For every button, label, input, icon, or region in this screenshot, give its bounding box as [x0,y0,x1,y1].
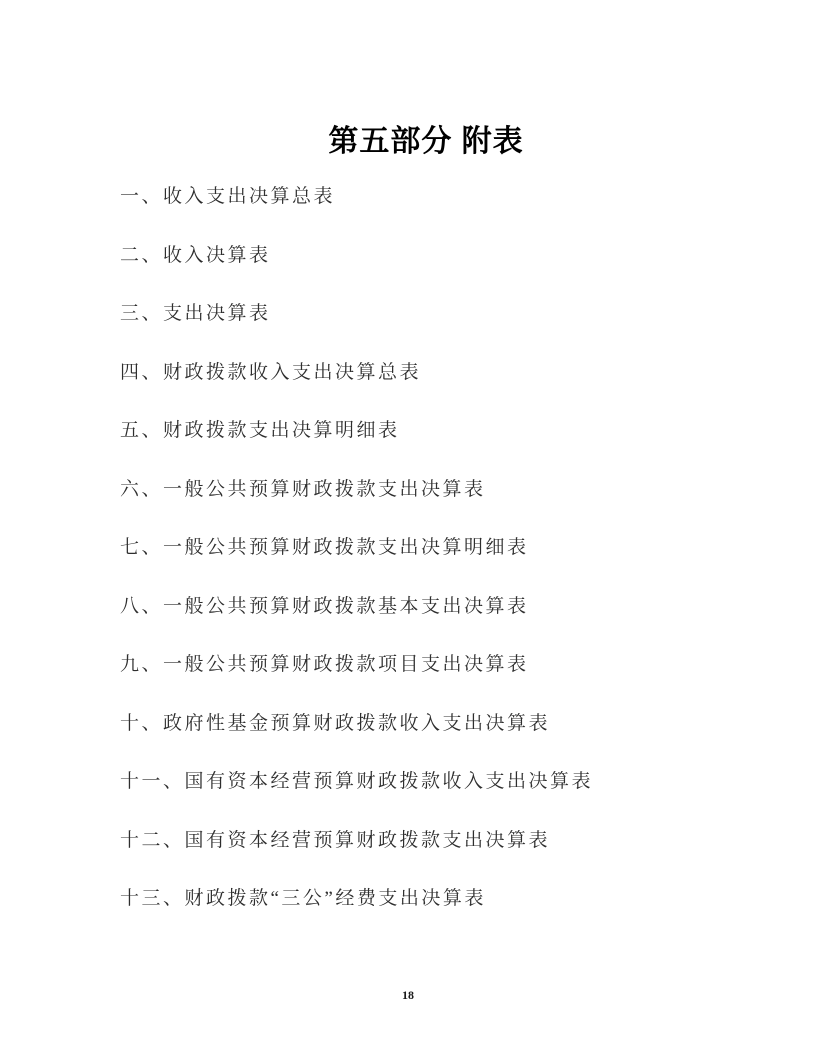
toc-list [120,187,776,948]
toc-item: 十、政府性基金预算财政拨款收入支出决算表 [120,712,551,734]
toc-item: 七、一般公共预算财政拨款支出决算明细表 [120,537,529,558]
page-title: 第五部分 附表 [328,125,524,158]
toc-item: 五、财政拨款支出决算明细表 [120,420,400,441]
page-number: 18 [402,988,414,1002]
toc-item: 三、支出决算表 [120,303,271,324]
toc-item: 十二、国有资本经营预算财政拨款支出决算表 [120,829,551,851]
toc-item: 一、收入支出决算总表 [120,186,336,207]
toc-item: 十一、国有资本经营预算财政拨款收入支出决算表 [120,771,594,792]
toc-item: 六、一般公共预算财政拨款支出决算表 [120,478,486,500]
toc-item: 八、一般公共预算财政拨款基本支出决算表 [120,595,529,617]
toc-item: 九、一般公共预算财政拨款项目支出决算表 [120,654,529,675]
toc-item: 十三、财政拨款“三公”经费支出决算表 [120,888,486,909]
toc-item: 四、财政拨款收入支出决算总表 [120,361,422,383]
toc-item: 二、收入决算表 [120,244,271,266]
